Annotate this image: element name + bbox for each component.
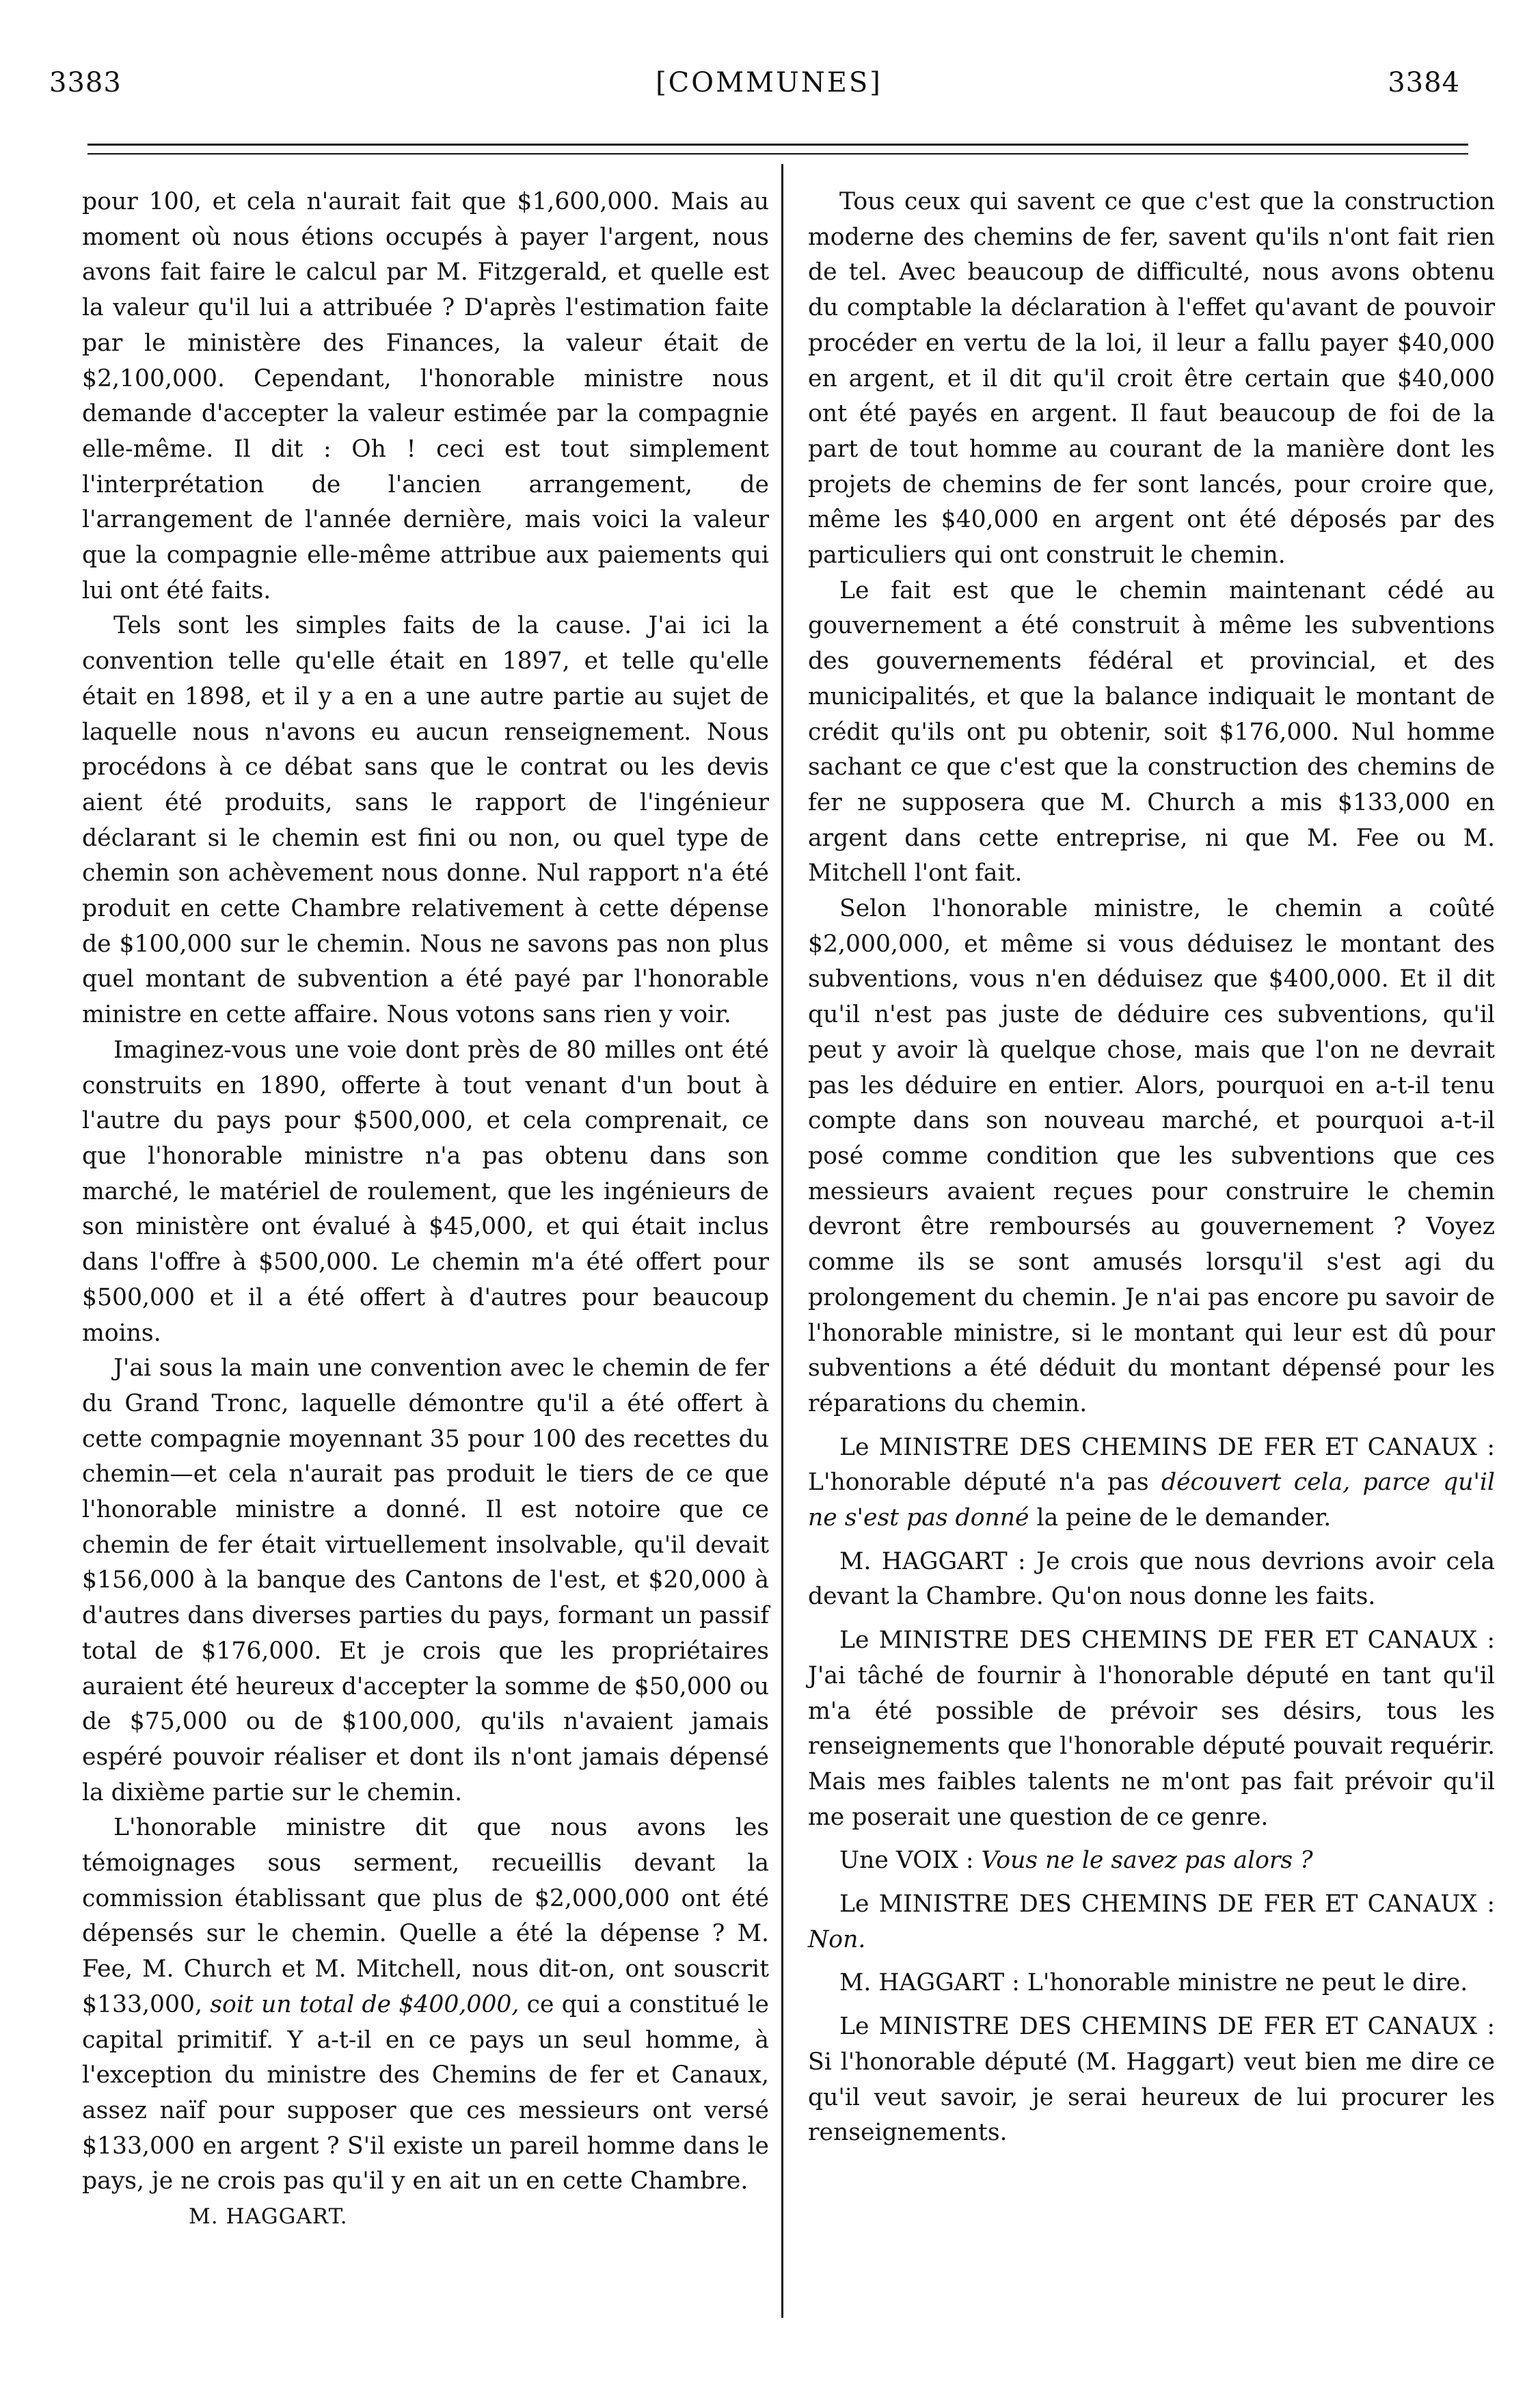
paragraph: Tous ceux qui savent ce que c'est que la construction moderne des chemins de fer, savent qu'ils n'ont fait rien de tel. Avec beaucoup de difficulté, nous avons obtenu du comptable la déclaration à l'effet qu'avant de pouvoir procéder en vertu de la loi, il leur a fallu payer $40,000 en argent, et il dit qu'il croit être certain que $40,000 ont été payés en argent. Il faut beaucoup de foi de la part de tout homme au courant de la manière dont les projets de chemins de fer sont lancés, pour croire que, même les $40,000 en argent ont été déposés par des particuliers qui ont construit le chemin.: [808, 188, 1495, 570]
right-column: [808, 185, 1495, 2151]
speech-text: la peine de le demander.: [1029, 1504, 1332, 1532]
paragraph: [82, 1810, 769, 2199]
paragraph: pour 100, et cela n'aurait fait que $1,600,000. Mais au moment où nous étions occupés à payer l'argent, nous avons fait faire le calcul par M. Fitzgerald, et quelle est la valeur qu'il lui a attribuée ? D'après l'estimation faite par le ministère des Finances, la valeur était de $2,100,000. Cependant, l'honorable ministre nous demande d'accepter la valeur estimée par la compagnie elle-même. Il dit : Oh ! ceci est tout simplement l'interprétation de l'ancien arrangement, de l'arrangement de l'année dernière, mais voici la valeur que la compagnie elle-même attribue aux paiements qui lui ont été faits.: [82, 188, 769, 604]
header-rule-bottom: [87, 153, 1468, 155]
speech-italic-text: Vous ne le savez pas alors ?: [981, 1847, 1313, 1875]
speech-text: Le MINISTRE DES CHEMINS DE FER ET CANAUX : L'honorable député n'a pas: [808, 1433, 1495, 1497]
speech: M. HAGGART : L'honorable ministre ne peut le dire.: [839, 1969, 1468, 1997]
paragraph: J'ai sous la main une convention avec le chemin de fer du Grand Tronc, laquelle démontre qu'il a été offert à cette compagnie moyennant 35 pour 100 des recettes du chemin—et cela n'aurait pas produit le tiers de ce que l'honorable ministre a donné. Il est notoire que ce chemin de fer était virtuellement insolvable, qu'il devait $156,000 à la banque des Cantons de l'est, et $20,000 à d'autres dans diverses parties du pays, formant un passif total de $176,000. Et je crois que les propriétaires auraient été heureux d'accepter la somme de $50,000 ou de $75,000 ou de $100,000, qu'ils n'avaient jamais espéré pouvoir réaliser et dont ils n'ont jamais dépensé la dixième partie sur le chemin.: [82, 1354, 769, 1806]
paragraph-text: ce qui a constitué le capital primitif. Y a-t-il en ce pays un seul homme, à l'exception du ministre des Chemins de fer et Canaux, assez naïf pour supposer que ces messieurs ont versé $133,000 en argent ? S'il existe un pareil homme dans le pays, je ne crois pas qu'il y en ait un en cette Chambre.: [82, 1990, 770, 2195]
page-number-right: 3384: [1388, 67, 1460, 98]
header-rule-top: [87, 144, 1468, 146]
speech-text: Le MINISTRE DES CHEMINS DE FER ET CANAUX :: [839, 1890, 1495, 1918]
paragraph: Le fait est que le chemin maintenant cédé au gouvernement a été construit à même les subventions des gouvernements fédéral et provincial, et des municipalités, et que la balance indiquait le montant de crédit qu'ils ont pu obtenir, soit $176,000. Nul homme sachant ce que c'est que la construction des chemins de fer ne supposera que M. Church a mis $133,000 en argent dans cette entreprise, ni que M. Fee ou M. Mitchell l'ont fait.: [808, 576, 1495, 887]
speech: Le MINISTRE DES CHEMINS DE FER ET CANAUX : J'ai tâché de fournir à l'honorable député en tant qu'il m'a été possible de prévoir ses désirs, tous les renseignements que l'honorable député pouvait requérir. Mais mes faibles talents ne m'ont pas fait prévoir qu'il me poserait une question de ce genre.: [808, 1627, 1495, 1831]
page-number-left: 3383: [49, 67, 122, 98]
speech-italic-text: Non.: [808, 1925, 866, 1953]
speech-text: Une VOIX :: [839, 1847, 982, 1875]
paragraph-text: L'honorable ministre dit que nous avons les témoignages sous serment, recueillis devant la commission établissant que plus de $2,000,000 ont été dépensés sur le chemin. Quelle a été la dépense ? M. Fee, M. Church et M. Mitchell, nous dit-on, ont souscrit $133,000,: [82, 1814, 769, 2018]
paragraph: Imaginez-vous une voie dont près de 80 milles ont été construits en 1890, offerte à tout venant d'un bout à l'autre du pays pour $500,000, et cela comprenait, ce que l'honorable ministre n'a pas obtenu dans son marché, le matériel de roulement, que les ingénieurs de son ministère ont évalué à $45,000, et qui était inclus dans l'offre à $500,000. Le chemin m'a été offert pour $500,000 et il a été offert à d'autres pour beaucoup moins.: [82, 1036, 769, 1347]
speech: Le MINISTRE DES CHEMINS DE FER ET CANAUX : Si l'honorable député (M. Haggart) veut bien me dire ce qu'il veut savoir, je serai heureux de lui procurer les renseignements.: [808, 2013, 1495, 2147]
paragraph: Tels sont les simples faits de la cause. J'ai ici la convention telle qu'elle était en 1897, et telle qu'elle était en 1898, et il y a en a une autre partie au sujet de laquelle nous n'avons eu aucun renseignement. Nous procédons à ce débat sans que le contrat ou les devis aient été produits, sans le rapport de l'ingénieur déclarant si le chemin est fini ou non, ou quel type de chemin son achèvement nous donne. Nul rapport n'a été produit en cette Chambre relativement à cette dépense de $100,000 sur le chemin. Nous ne savons pas non plus quel montant de subvention a été payé par l'honorable ministre en cette affaire. Nous votons sans rien y voir.: [82, 612, 769, 1029]
paragraph: Selon l'honorable ministre, le chemin a coûté $2,000,000, et même si vous déduisez le montant des subventions, vous n'en déduisez que $400,000. Et il dit qu'il n'est pas juste de déduire ces subventions, qu'il peut y avoir là quelque chose, mais que l'on ne devrait pas les déduire en entier. Alors, pourquoi en a-t-il tenu compte dans son nouveau marché, et pourquoi a-t-il posé comme condition que les subventions que ces messieurs avaient reçues pour construire le chemin devront être remboursés au gouvernement ? Voyez comme ils se sont amusés lorsqu'il s'est agi du prolongement du chemin. Je n'ai pas encore pu savoir de l'honorable ministre, si le montant qui leur est dû pour subventions a été déduit du montant dépensé pour les réparations du chemin.: [808, 895, 1495, 1417]
speech: [808, 1843, 1495, 1879]
speech-italic-text: découvert cela, parce qu'il ne s'est pas donné: [808, 1469, 1495, 1532]
column-divider: [781, 164, 783, 2318]
paragraph-italic-text: soit un total de $400,000,: [210, 1990, 520, 2018]
speech: [808, 1430, 1495, 1536]
running-title: [COMMUNES]: [656, 67, 882, 98]
left-column: [82, 185, 769, 2235]
speech: [808, 1887, 1495, 1957]
speaker-signature: M. HAGGART.: [189, 2204, 348, 2230]
speech: M. HAGGART : Je crois que nous devrions avoir cela devant la Chambre. Qu'on nous donne les faits.: [808, 1547, 1495, 1611]
